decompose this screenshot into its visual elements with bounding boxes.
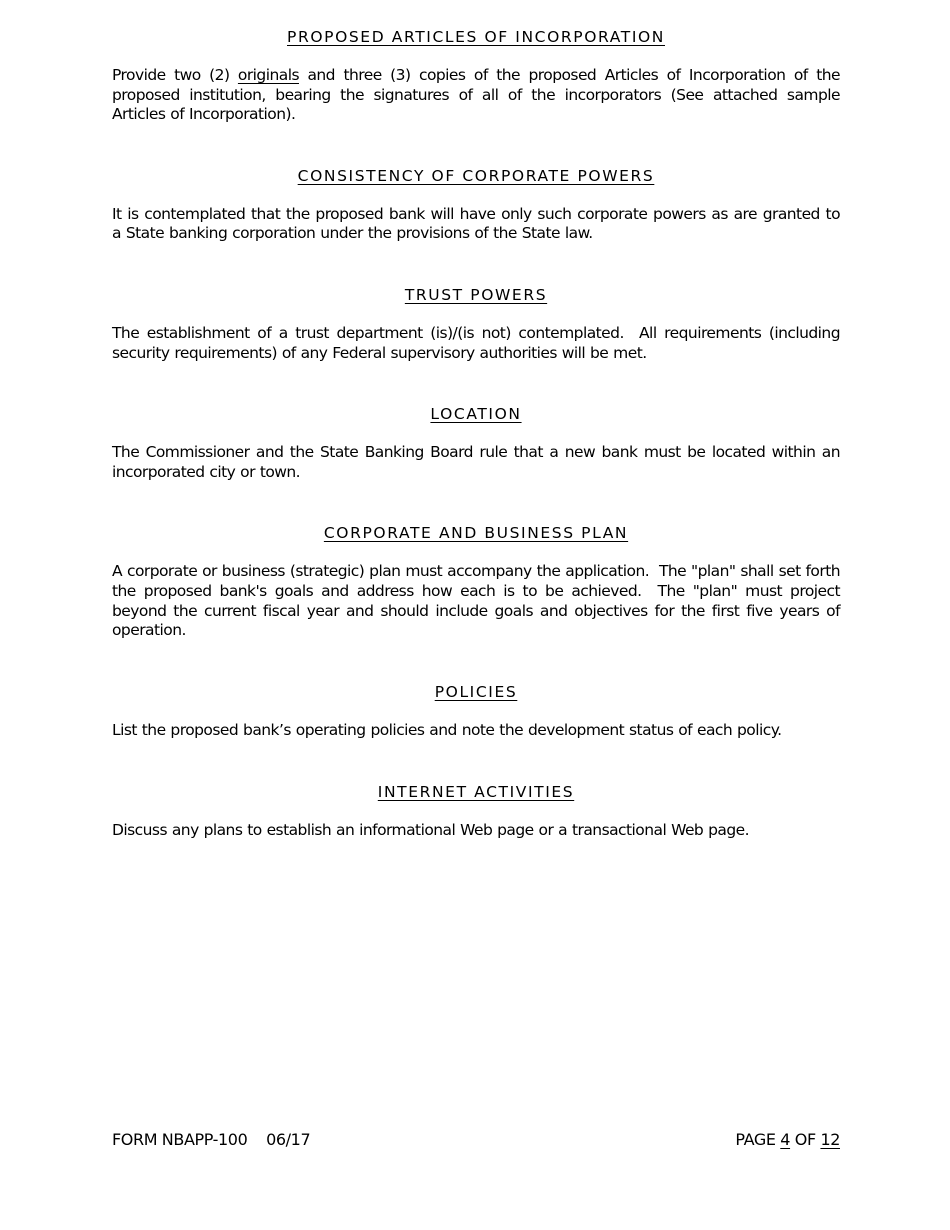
section-business-plan: [112, 523, 845, 640]
underlined-originals: originals: [237, 66, 299, 84]
section-location: [112, 404, 840, 482]
page-number: PAGE 4 OF 12: [735, 1130, 840, 1149]
section-body: Provide two (2) originals and three (3) copies of the proposed Articles of Incorporation of the proposed institution, bearing the signatures of all of the incorporators (See attached sample Articles of Incorporation).: [112, 66, 840, 124]
section-heading: POLICIES: [434, 682, 518, 701]
current-page: 4: [780, 1130, 791, 1149]
form-identifier: [112, 1130, 310, 1150]
document-content: [112, 27, 845, 841]
section-body: The Commissioner and the State Banking Board rule that a new bank must be located within an incorporated city or town.: [112, 443, 840, 481]
section-proposed-articles: [112, 27, 840, 125]
section-heading: LOCATION: [430, 405, 522, 424]
section-body: List the proposed bank’s operating policies and note the development status of each policy.: [112, 720, 782, 739]
section-heading: PROPOSED ARTICLES OF INCORPORATION: [287, 28, 665, 46]
form-id: FORM NBAPP-100: [112, 1130, 248, 1149]
section-body: The establishment of a trust department (is)/(is not) contemplated. All requirements (including security requirements) of any Federal supervisory authorities will be met.: [112, 323, 845, 362]
section-heading: CORPORATE AND BUSINESS PLAN: [323, 524, 629, 543]
form-date: 06/17: [266, 1130, 311, 1149]
section-body: It is contemplated that the proposed bank will have only such corporate powers as are granted to a State banking corporation under the provisions of the State law.: [112, 204, 840, 243]
section-corporate-powers: [112, 166, 840, 244]
section-policies: [112, 682, 840, 741]
section-heading: CONSISTENCY OF CORPORATE POWERS: [297, 166, 655, 185]
section-body: Discuss any plans to establish an informational Web page or a transactional Web page.: [112, 821, 749, 840]
section-heading: INTERNET ACTIVITIES: [377, 783, 575, 802]
section-body: A corporate or business (strategic) plan must accompany the application. The "plan" shall set forth the proposed bank's goals and address how each is to be achieved. The "plan" must project beyond the current fiscal year and should include goals and objectives for the first five years of operation.: [112, 562, 845, 640]
section-internet-activities: [112, 782, 840, 841]
total-pages: 12: [820, 1130, 840, 1149]
section-trust-powers: [112, 285, 845, 363]
section-heading: TRUST POWERS: [404, 285, 548, 304]
